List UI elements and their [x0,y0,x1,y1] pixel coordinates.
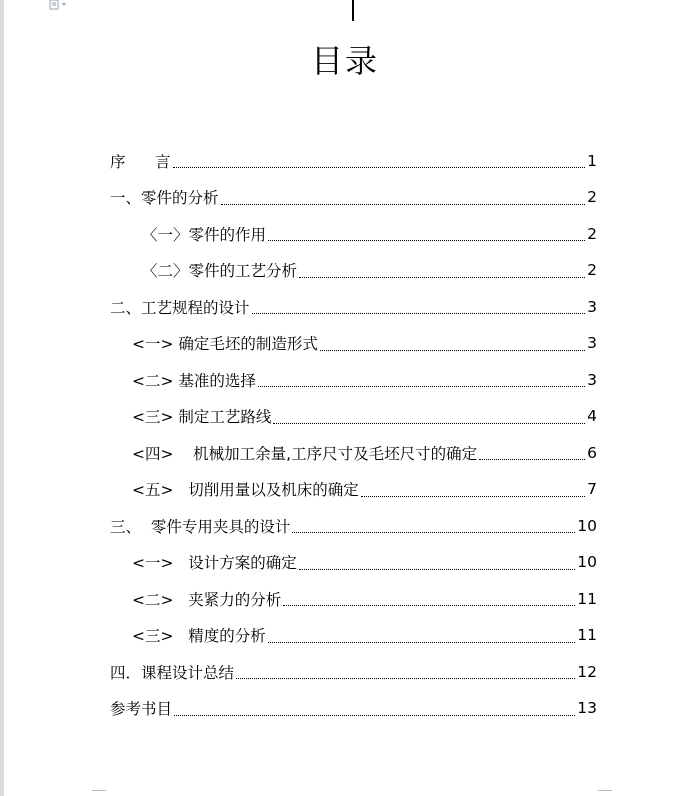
toc-entry-label: <二> 夹紧力的分析 [132,590,282,609]
toc-entry-page-number: 11 [577,626,597,644]
toc-dot-leader [236,664,575,679]
toc-entry-label: 二、工艺规程的设计 [110,298,250,317]
toc-dot-leader [361,482,585,497]
toc-entry-label: 四．课程设计总结 [110,663,235,682]
toc-entry-label: <三> 精度的分析 [132,627,266,645]
document-icon[interactable] [49,0,69,10]
toc-entry-page-number: 13 [577,699,597,717]
toc-entry-label: <一> 确定毛坯的制造形式 [132,335,318,353]
toc-dot-leader [258,372,585,387]
toc-dot-leader [292,518,575,533]
page-corner-mark-right [598,790,612,791]
toc-entry-label: <三> 制定工艺路线 [132,408,272,426]
toc-entry-label: 〈一〉零件的作用 [142,225,267,244]
toc-entry[interactable] [110,434,597,471]
toc-entry-label: <二> 基准的选择 [132,371,256,390]
toc-entry[interactable] [110,179,597,216]
toc-entry-page-number: 7 [587,480,597,498]
toc-entry-page-number: 2 [587,224,597,243]
toc-entry[interactable] [110,325,597,362]
toc-entry-page-number: 10 [577,516,597,535]
toc-entry-page-number: 11 [577,589,597,608]
toc-dot-leader [299,555,576,570]
toc-dot-leader [299,263,585,278]
toc-dot-leader [320,336,585,351]
toc-entry[interactable] [110,398,597,435]
toc-entry[interactable] [110,471,597,508]
toc-entry-page-number: 12 [577,662,597,681]
toc-entry-page-number: 3 [587,370,597,389]
toc-entry-page-number: 6 [587,443,597,462]
toc-dot-leader [479,445,585,460]
toc-entry-label: 一、零件的分析 [110,189,219,207]
toc-entry-page-number: 10 [577,553,597,571]
page-corner-mark-left [92,790,106,791]
toc-dot-leader [268,628,576,643]
toc-entry-page-number: 1 [587,151,597,170]
page-title: 目录 [310,42,379,80]
toc-entry-label: <一> 设计方案的确定 [132,554,297,572]
toc-dot-leader [174,701,575,716]
toc-dot-leader [173,153,586,168]
text-cursor [352,0,354,21]
toc-entry-label: 参考书目 [110,700,173,718]
toc-entry-page-number: 3 [587,334,597,352]
toc-entry-label: 〈二〉零件的工艺分析 [142,262,298,280]
toc-entry-page-number: 3 [587,297,597,316]
toc-entry-page-number: 2 [587,261,597,279]
toc-entry-label: <四> 机械加工余量,工序尺寸及毛坯尺寸的确定 [132,444,478,463]
toc-dot-leader [268,226,585,241]
toc-dot-leader [273,409,585,424]
toc-entry[interactable] [110,215,597,252]
toc-entry-page-number: 2 [587,188,597,206]
toc-dot-leader [252,299,586,314]
toc-entry[interactable] [110,142,597,179]
toc-entry-page-number: 4 [587,407,597,425]
page-margin-bar [0,0,4,796]
toc-dot-leader [283,591,575,606]
toc-entry-label: <五> 切削用量以及机床的确定 [132,481,359,499]
toc-entry[interactable] [110,507,597,544]
toc-entry-label: 三、 零件专用夹具的设计 [110,517,291,536]
toc-entry[interactable] [110,653,597,690]
toc-entry[interactable] [110,544,597,581]
toc-entry-label: 序 言 [110,152,171,171]
toc-entry[interactable] [110,361,597,398]
toc-dot-leader [221,190,586,205]
toc-entry[interactable] [110,690,597,727]
toc-entry[interactable] [110,617,597,654]
toc-entry[interactable] [110,580,597,617]
toc-entry[interactable] [110,252,597,289]
toc-entry[interactable] [110,288,597,325]
